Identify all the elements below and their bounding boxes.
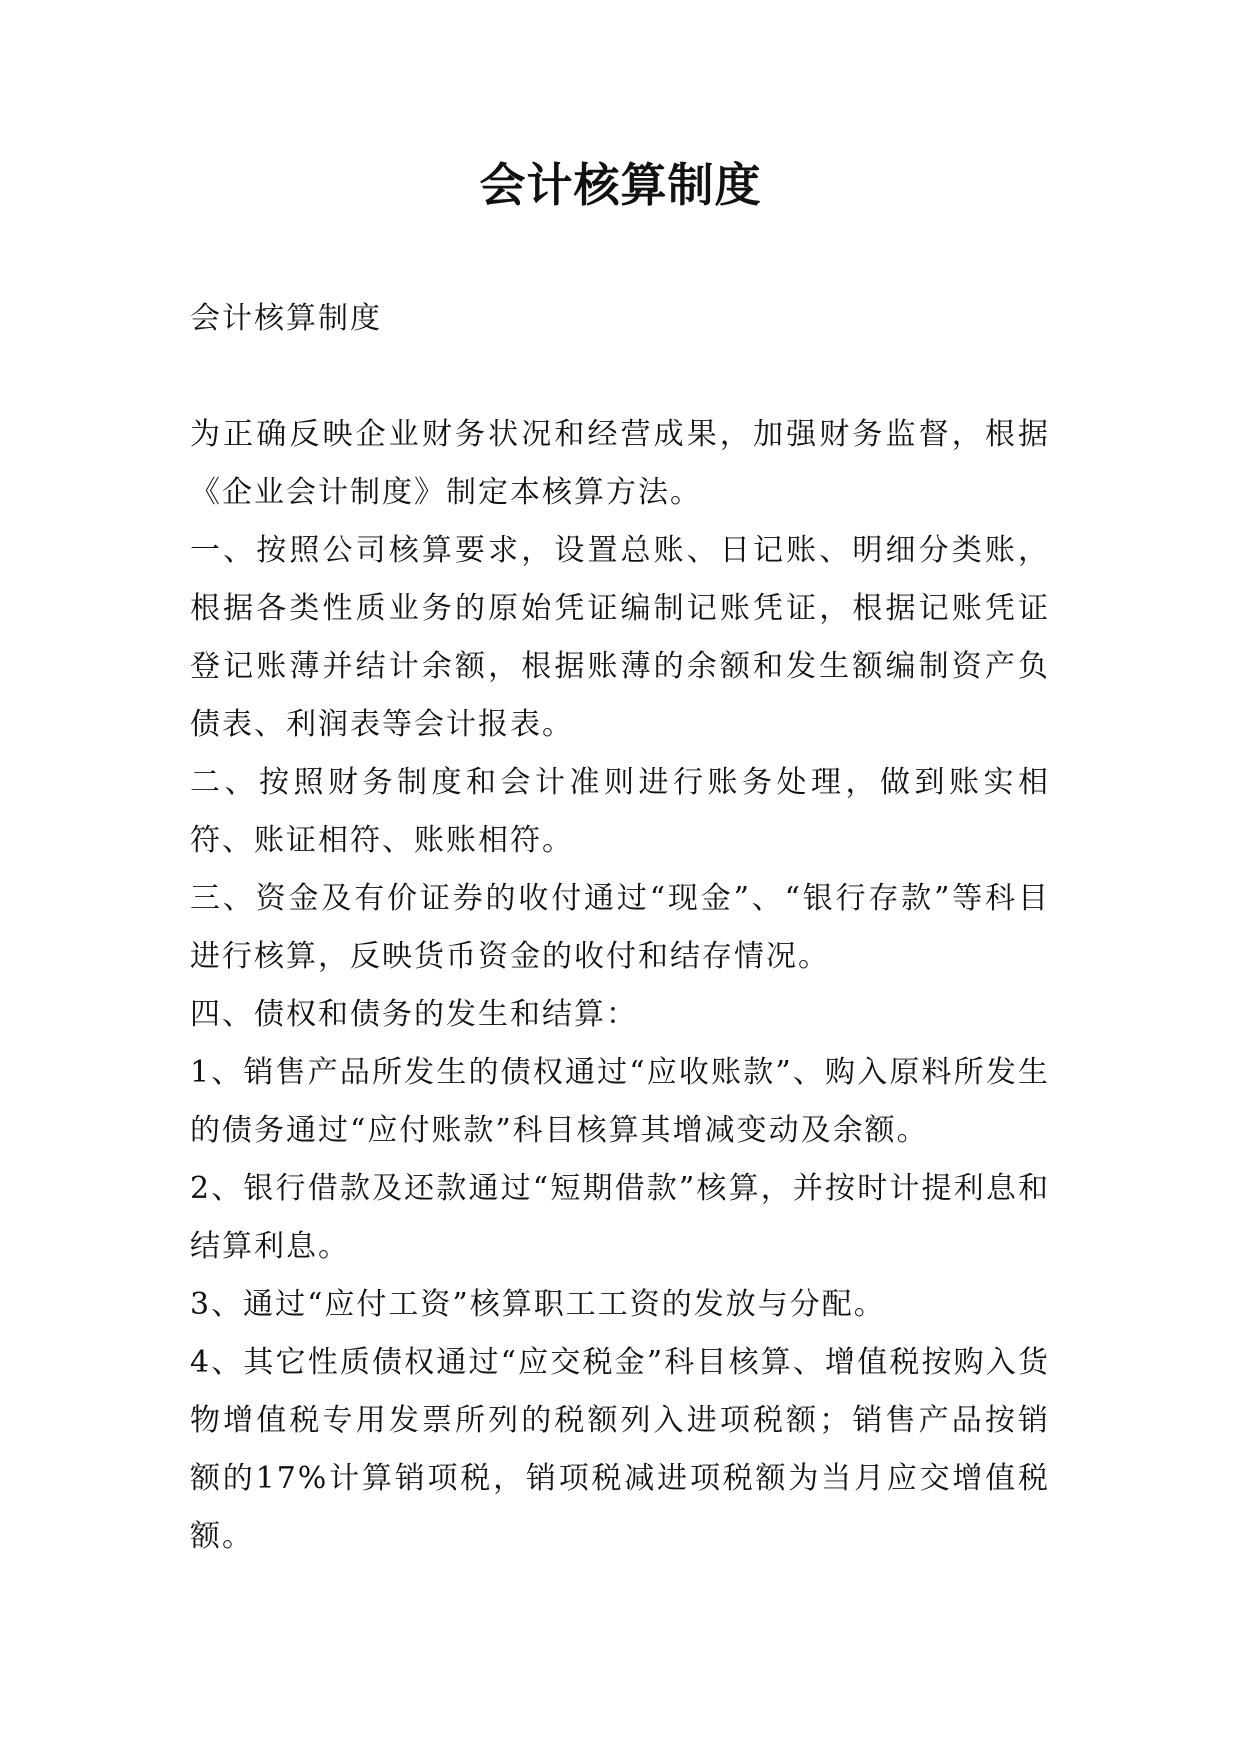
- paragraph-item-3: 3、通过“应付工资”核算职工工资的发放与分配。: [190, 1287, 886, 1322]
- paragraph-section-2: 二、按照财务制度和会计准则进行账务处理，做到账实相符、账证相符、账账相符。: [190, 765, 1050, 858]
- paragraph-section-4: 四、债权和债务的发生和结算：: [190, 997, 638, 1032]
- document-subtitle: 会计核算制度: [190, 301, 382, 336]
- document-body: [190, 290, 1050, 1566]
- paragraph-section-3: 三、资金及有价证券的收付通过“现金”、“银行存款”等科目进行核算，反映货币资金的收付和结存情况。: [190, 881, 1050, 974]
- paragraph-section-1: 一、按照公司核算要求，设置总账、日记账、明细分类账，根据各类性质业务的原始凭证编制记账凭证，根据记账凭证登记账薄并结计余额，根据账薄的余额和发生额编制资产负债表、利润表等会计报表。: [190, 533, 1050, 742]
- paragraph-item-4: 4、其它性质债权通过“应交税金”科目核算、增值税按购入货物增值税专用发票所列的税额列入进项税额；销售产品按销额的17%计算销项税，销项税减进项税额为当月应交增值税额。: [190, 1345, 1050, 1554]
- paragraph-item-1: 1、销售产品所发生的债权通过“应收账款”、购入原料所发生的债务通过“应付账款”科目核算其增减变动及余额。: [190, 1055, 1050, 1148]
- page-title: 会计核算制度: [479, 158, 762, 212]
- paragraph-intro: 为正确反映企业财务状况和经营成果，加强财务监督，根据《企业会计制度》制定本核算方法。: [190, 417, 1050, 510]
- paragraph-item-2: 2、银行借款及还款通过“短期借款”核算，并按时计提利息和结算利息。: [190, 1171, 1050, 1264]
